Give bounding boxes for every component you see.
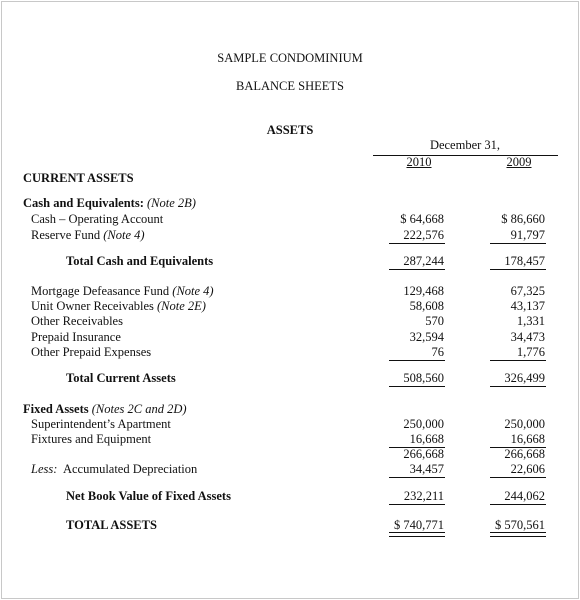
double-rule — [389, 532, 445, 537]
mortgage-note: (Note 4) — [172, 284, 214, 298]
rule — [490, 504, 546, 505]
total-current-label: Total Current Assets — [66, 371, 176, 385]
rule — [490, 243, 546, 244]
operating-2010: $ 64,668 — [400, 212, 444, 226]
other-prepaid-2010: 76 — [431, 345, 444, 359]
year-2009: 2009 — [506, 155, 532, 169]
depr-row — [31, 462, 197, 477]
mortgage-2010: 129,468 — [403, 284, 444, 298]
reserve-label: Reserve Fund — [31, 228, 101, 242]
rule — [490, 477, 546, 478]
current-assets-heading: CURRENT ASSETS — [23, 171, 134, 185]
total-assets-2009: $ 570,561 — [495, 518, 545, 532]
total-cash-label: Total Cash and Equivalents — [66, 254, 214, 268]
other-rec-label: Other Receivables — [31, 314, 123, 328]
mortgage-label: Mortgage Defeasance Fund — [31, 284, 170, 298]
unit-note: (Note 2E) — [157, 299, 206, 313]
fixed-heading: Fixed Assets — [23, 402, 89, 416]
reserve-2010: 222,576 — [403, 228, 444, 242]
cash-note: (Note 2B) — [147, 196, 196, 210]
rule — [490, 360, 546, 361]
super-2009: 250,000 — [504, 417, 545, 431]
fixed-subtotal-2009: 266,668 — [504, 447, 545, 461]
prepaid-ins-2009: 34,473 — [510, 330, 545, 344]
super-label: Superintendent’s Apartment — [31, 417, 171, 431]
date-header: December 31, — [429, 138, 501, 152]
depr-2010: 34,457 — [409, 462, 444, 476]
nbv-2010: 232,211 — [403, 489, 444, 503]
depr-2009: 22,606 — [510, 462, 545, 476]
mortgage-2009: 67,325 — [510, 284, 545, 298]
unit-2009: 43,137 — [510, 299, 545, 313]
total-assets-label: TOTAL ASSETS — [66, 518, 157, 532]
rule — [389, 269, 445, 270]
operating-label: Cash – Operating Account — [31, 212, 164, 226]
other-rec-2010: 570 — [425, 314, 444, 328]
rule — [490, 269, 546, 270]
other-prepaid-2009: 1,776 — [516, 345, 545, 359]
reserve-2009: 91,797 — [510, 228, 545, 242]
double-rule — [490, 532, 546, 537]
unit-label: Unit Owner Receivables — [31, 299, 154, 313]
cash-heading: Cash and Equivalents: — [23, 196, 144, 210]
fixtures-2009: 16,668 — [510, 432, 545, 446]
nbv-2009: 244,062 — [504, 489, 545, 503]
rule — [389, 504, 445, 505]
fixtures-2010: 16,668 — [409, 432, 444, 446]
rule — [389, 360, 445, 361]
section-title: ASSETS — [266, 123, 314, 137]
year-2010: 2010 — [406, 155, 432, 169]
total-cash-2009: 178,457 — [504, 254, 545, 268]
unit-row — [31, 299, 206, 314]
total-cash-2010: 287,244 — [403, 254, 444, 268]
prepaid-ins-2010: 32,594 — [409, 330, 444, 344]
org-name: SAMPLE CONDOMINIUM — [217, 51, 363, 65]
fixtures-label: Fixtures and Equipment — [31, 432, 152, 446]
rule — [389, 477, 445, 478]
cash-heading-row — [23, 196, 196, 211]
rule — [389, 386, 445, 387]
super-2010: 250,000 — [403, 417, 444, 431]
document-title: BALANCE SHEETS — [236, 79, 344, 93]
operating-2009: $ 86,660 — [501, 212, 545, 226]
reserve-row — [31, 228, 145, 243]
less-label: Less: — [31, 462, 58, 476]
other-prepaid-label: Other Prepaid Expenses — [31, 345, 152, 359]
total-assets-2010: $ 740,771 — [394, 518, 444, 532]
fixed-subtotal-2010: 266,668 — [403, 447, 444, 461]
nbv-label: Net Book Value of Fixed Assets — [66, 489, 231, 503]
mortgage-row — [31, 284, 214, 299]
rule — [389, 243, 445, 244]
depr-label: Accumulated Depreciation — [62, 462, 198, 476]
total-current-2010: 508,560 — [403, 371, 444, 385]
fixed-note: (Notes 2C and 2D) — [91, 402, 187, 416]
total-current-2009: 326,499 — [504, 371, 545, 385]
unit-2010: 58,608 — [409, 299, 444, 313]
fixed-heading-row — [23, 402, 187, 417]
other-rec-2009: 1,331 — [516, 314, 545, 328]
rule — [490, 386, 546, 387]
reserve-note: (Note 4) — [103, 228, 145, 242]
prepaid-ins-label: Prepaid Insurance — [31, 330, 121, 344]
